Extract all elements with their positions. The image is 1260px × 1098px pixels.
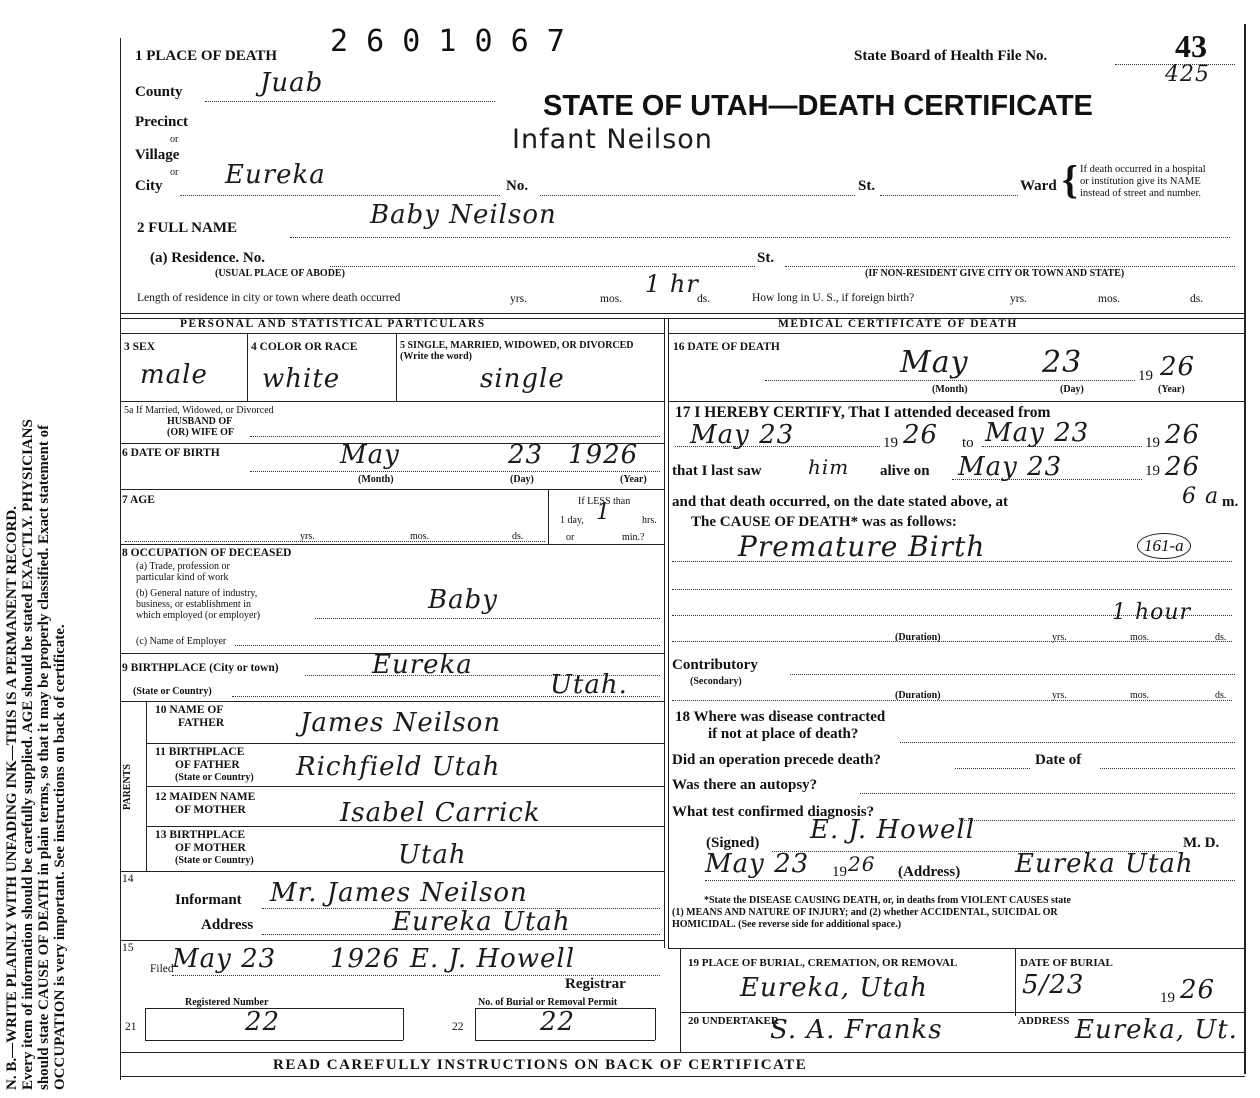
mos-unit: mos.	[600, 293, 623, 305]
death-year-prefix: 19	[1138, 368, 1153, 384]
signed-date: May 23	[705, 849, 810, 879]
diagnosis-test-label: What test confirmed diagnosis?	[672, 804, 875, 820]
father-name-value: James Neilson	[300, 708, 502, 738]
employer-label: (c) Name of Employer	[136, 636, 227, 647]
operation-label: Did an operation precede death?	[672, 752, 881, 768]
item-21-number: 21	[125, 1021, 137, 1033]
alive-year-prefix: 19	[1145, 463, 1160, 479]
sex-value: male	[140, 360, 208, 390]
mos-unit: mos.	[1098, 293, 1121, 305]
year-caption: (Year)	[620, 474, 647, 485]
hrs-unit: hrs.	[642, 515, 657, 526]
dob-month: May	[340, 440, 400, 470]
q18-line-1: 18 Where was disease contracted	[675, 709, 886, 725]
less-day-label: 1 day,	[560, 515, 584, 526]
stamp-number: 2 6 0 1 0 6 7	[330, 24, 565, 59]
occupation-b-2: business, or establishment in	[136, 599, 251, 610]
father-birthplace-label-2: OF FATHER	[175, 759, 240, 771]
color-label: 4 COLOR OR RACE	[251, 341, 358, 353]
us-residence-label: How long in U. S., if foreign birth?	[752, 292, 915, 304]
left-border	[120, 38, 121, 1080]
age-hours-value: 1	[596, 500, 611, 525]
city-label: City	[135, 178, 163, 194]
mos-unit: mos.	[1130, 632, 1150, 643]
day-caption: (Day)	[1060, 384, 1084, 395]
duration-value: 1 hour	[1112, 600, 1192, 625]
dob-year: 1926	[568, 440, 639, 470]
father-name-label-1: 10 NAME OF	[155, 704, 224, 716]
cause-label: The CAUSE OF DEATH* was as follows:	[691, 514, 957, 530]
nonresident-note: (IF NON-RESIDENT GIVE CITY OR TOWN AND STATE)	[865, 268, 1125, 279]
undertaker-address-label: ADDRESS	[1018, 1015, 1070, 1027]
death-year: 26	[1160, 352, 1196, 382]
to-year-prefix: 19	[1145, 435, 1160, 451]
burial-place-value: Eureka, Utah	[740, 973, 928, 1003]
mos-unit: mos.	[410, 531, 430, 542]
medical-header: MEDICAL CERTIFICATE OF DEATH	[778, 318, 1018, 330]
street-label: St.	[858, 178, 876, 194]
infant-name: Infant Neilson	[512, 124, 713, 155]
color-value: white	[262, 364, 341, 394]
residence-st-label: St.	[757, 250, 775, 266]
sex-label: 3 SEX	[124, 341, 155, 353]
last-saw-him: him	[808, 455, 850, 479]
occupation-a-2: particular kind of work	[136, 572, 229, 583]
to-label: to	[962, 435, 974, 451]
yrs-unit: yrs.	[1010, 293, 1027, 305]
sidebar-line-1: N. B.—WRITE PLAINLY WITH UNFADING INK—THIS IS A PERMANENT RECORD.	[4, 506, 20, 1090]
registered-number-value: 22	[245, 1007, 281, 1037]
birthplace-label: 9 BIRTHPLACE (City or town)	[122, 662, 279, 674]
file-number: 43	[1175, 28, 1207, 64]
attended-to-year: 26	[1165, 420, 1201, 450]
county-value: Juab	[260, 68, 324, 98]
death-occurred-label: and that death occurred, on the date stated above, at	[672, 494, 1008, 510]
instructions-sidebar	[4, 10, 68, 1090]
parents-label: PARENTS	[122, 764, 133, 810]
full-name-value: Baby Neilson	[370, 200, 557, 230]
death-day: 23	[1042, 345, 1083, 380]
spouse-label-2: HUSBAND OF	[167, 416, 233, 427]
length-residence-label: Length of residence in city or town where death occurred	[137, 292, 401, 304]
or-text: or	[566, 532, 575, 543]
registrar-label: Registrar	[565, 976, 626, 992]
mother-birthplace-value: Utah	[398, 840, 467, 870]
mother-birthplace-label-3: (State or Country)	[175, 855, 254, 866]
dob-day: 23	[508, 440, 544, 470]
occupation-b-3: which employed (or employer)	[136, 610, 261, 621]
burial-date-value: 5/23	[1022, 970, 1085, 1000]
month-caption: (Month)	[932, 384, 968, 395]
certify-statement: 17 I HEREBY CERTIFY, That I attended deceased from	[675, 404, 1051, 421]
from-year-prefix: 19	[883, 435, 898, 451]
duration-caption: (Duration)	[895, 690, 941, 701]
mother-name-label-2: OF MOTHER	[175, 804, 246, 816]
physician-signature: E. J. Howell	[810, 815, 976, 845]
personal-header: PERSONAL AND STATISTICAL PARTICULARS	[180, 318, 486, 330]
residence-label: (a) Residence. No.	[150, 250, 265, 266]
age-label: 7 AGE	[122, 494, 155, 506]
birthplace-city: Eureka	[372, 650, 473, 680]
file-no-label: State Board of Health File No.	[854, 48, 1048, 64]
permit-number-value: 22	[540, 1007, 576, 1037]
informant-address-label: Address	[201, 917, 254, 933]
item-15-number: 15	[122, 942, 134, 954]
spouse-label-3: (OR) WIFE OF	[167, 427, 235, 438]
alive-on-value: May 23	[958, 452, 1063, 482]
burial-year-prefix: 19	[1160, 990, 1175, 1006]
yrs-unit: yrs.	[1052, 632, 1067, 643]
father-birthplace-label-3: (State or Country)	[175, 772, 254, 783]
attended-from-year: 26	[903, 420, 939, 450]
occupation-label: 8 OCCUPATION OF DECEASED	[122, 547, 292, 559]
alive-on-label: alive on	[880, 463, 930, 479]
yrs-unit: yrs.	[510, 293, 527, 305]
filed-year: 1926	[330, 944, 401, 974]
burial-place-label: 19 PLACE OF BURIAL, CREMATION, OR REMOVAL	[688, 957, 958, 969]
item-22-number: 22	[452, 1021, 464, 1033]
certificate-title: STATE OF UTAH—DEATH CERTIFICATE	[543, 90, 1093, 122]
ds-unit: ds.	[1190, 293, 1204, 305]
filed-label: Filed	[150, 963, 174, 975]
last-saw-label: that I last saw	[672, 463, 762, 479]
sidebar-line-2: Every item of information should be carefully supplied. AGE should be stated EXACTLY. PHYSICIANS	[20, 419, 36, 1090]
operation-date-label: Date of	[1035, 752, 1082, 768]
occupation-a-1: (a) Trade, profession or	[136, 561, 230, 572]
m-suffix: m.	[1222, 494, 1239, 510]
ward-note: If death occurred in a hospital or institution give its NAME instead of street and number.	[1080, 164, 1206, 199]
father-birthplace-value: Richfield Utah	[296, 752, 501, 782]
precinct-label: Precinct	[135, 114, 189, 130]
spouse-label-1: 5a If Married, Widowed, or Divorced	[124, 405, 274, 416]
filed-date: May 23	[172, 944, 277, 974]
file-number-handwritten: 425	[1165, 62, 1210, 87]
date-of-death-label: 16 DATE OF DEATH	[673, 341, 780, 353]
mother-name-label-1: 12 MAIDEN NAME	[155, 791, 256, 803]
sign-year-prefix: 19	[832, 864, 847, 880]
burial-date-label: DATE OF BURIAL	[1020, 957, 1113, 969]
q18-line-2: if not at place of death?	[708, 726, 859, 742]
right-border	[1244, 24, 1246, 1074]
ward-label: Ward	[1020, 178, 1057, 194]
mos-unit: mos.	[1130, 690, 1150, 701]
month-caption: (Month)	[358, 474, 394, 485]
birthplace-state-label: (State or Country)	[133, 686, 212, 697]
signed-label: (Signed)	[706, 835, 760, 851]
footer-instructions: READ CAREFULLY INSTRUCTIONS ON BACK OF CERTIFICATE	[273, 1057, 808, 1073]
registered-number-label: Registered Number	[185, 997, 269, 1008]
item-14-number: 14	[122, 873, 134, 885]
secondary-caption: (Secondary)	[690, 676, 742, 687]
sidebar-line-3: should state CAUSE OF DEATH in plain terms, so that it may be properly classified. Exact statement of	[36, 424, 52, 1090]
mother-birthplace-label-2: OF MOTHER	[175, 842, 246, 854]
father-name-label-2: FATHER	[178, 717, 225, 729]
signed-year: 26	[848, 852, 876, 876]
ds-unit: ds.	[697, 293, 711, 305]
or-text: or	[170, 167, 179, 178]
cause-of-death-value: Premature Birth	[738, 530, 986, 563]
min-unit: min.?	[622, 532, 645, 543]
footnote-line-1: *State the DISEASE CAUSING DEATH, or, in deaths from VIOLENT CAUSES state	[704, 895, 1071, 906]
marital-value: single	[480, 364, 565, 394]
year-caption: (Year)	[1158, 384, 1185, 395]
residence-sub: (USUAL PLACE OF ABODE)	[215, 268, 345, 279]
birthplace-state: Utah.	[550, 670, 628, 700]
undertaker-address-value: Eureka, Ut.	[1075, 1015, 1238, 1045]
street-no-label: No.	[506, 178, 529, 194]
less-than-label: If LESS than	[578, 496, 631, 507]
attended-to-value: May 23	[985, 418, 1090, 448]
md-label: M. D.	[1183, 835, 1220, 851]
mother-name-value: Isabel Carrick	[340, 798, 541, 828]
length-residence-value: 1 hr	[645, 270, 699, 298]
informant-address-value: Eureka Utah	[392, 907, 571, 937]
permit-label: No. of Burial or Removal Permit	[478, 997, 618, 1008]
day-caption: (Day)	[510, 474, 534, 485]
death-time-value: 6 a	[1182, 484, 1220, 509]
undertaker-value: S. A. Franks	[770, 1015, 943, 1045]
city-value: Eureka	[225, 160, 326, 190]
village-label: Village	[135, 147, 180, 163]
contributory-label: Contributory	[672, 657, 758, 673]
alive-on-year: 26	[1165, 452, 1201, 482]
yrs-unit: yrs.	[300, 531, 315, 542]
marital-label: 5 SINGLE, MARRIED, WIDOWED, OR DIVORCED (Write the word)	[400, 340, 634, 362]
death-month: May	[900, 345, 969, 380]
full-name-label: 2 FULL NAME	[137, 220, 238, 236]
ds-unit: ds.	[512, 531, 524, 542]
mother-birthplace-label-1: 13 BIRTHPLACE	[155, 829, 246, 841]
attended-from-value: May 23	[690, 420, 795, 450]
cause-code-circled: 161-a	[1137, 533, 1191, 559]
undertaker-label: 20 UNDERTAKER	[688, 1015, 779, 1027]
informant-value: Mr. James Neilson	[270, 878, 528, 908]
occupation-b-1: (b) General nature of industry,	[136, 588, 258, 599]
center-divider	[664, 318, 665, 948]
yrs-unit: yrs.	[1052, 690, 1067, 701]
footnote-line-2: (1) MEANS AND NATURE OF INJURY; and (2) whether ACCIDENTAL, SUICIDAL OR	[672, 907, 1058, 918]
ward-brace: {	[1062, 157, 1078, 202]
burial-year: 26	[1180, 975, 1216, 1005]
county-label: County	[135, 84, 183, 100]
occupation-value: Baby	[428, 585, 498, 615]
registrar-signature: E. J. Howell	[410, 944, 576, 974]
place-of-death-label: 1 PLACE OF DEATH	[135, 48, 278, 64]
ds-unit: ds.	[1215, 632, 1227, 643]
father-birthplace-label-1: 11 BIRTHPLACE	[155, 746, 245, 758]
autopsy-label: Was there an autopsy?	[672, 777, 818, 793]
dob-label: 6 DATE OF BIRTH	[122, 447, 220, 459]
ds-unit: ds.	[1215, 690, 1227, 701]
physician-address-value: Eureka Utah	[1015, 849, 1194, 879]
sidebar-line-4: OCCUPATION is very important. See instructions on back of certificate.	[52, 624, 68, 1090]
physician-address-label: (Address)	[898, 864, 961, 880]
or-text: or	[170, 134, 179, 145]
footnote-line-3: HOMICIDAL. (See reverse side for additional space.)	[672, 919, 902, 930]
informant-label: Informant	[175, 892, 242, 908]
duration-caption: (Duration)	[895, 632, 941, 643]
